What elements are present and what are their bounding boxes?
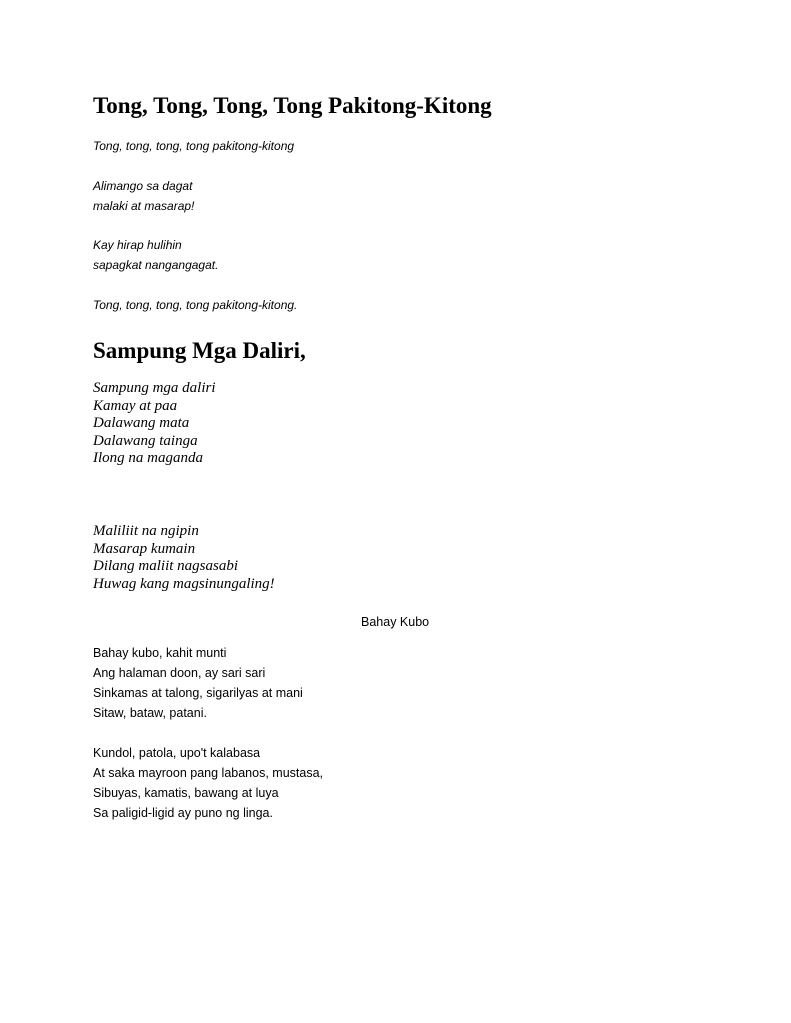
lyric-line: Ang halaman doon, ay sari sari [93, 666, 266, 680]
lyric-line: Sampung mga daliri [93, 380, 216, 396]
lyric-line: Ilong na maganda [93, 450, 203, 466]
stanza-tong-3 [93, 235, 218, 275]
lyric-line: Tong, tong, tong, tong pakitong-kitong [93, 139, 295, 153]
stanza-tong-4 [93, 295, 297, 315]
lyric-line: Masarap kumain [93, 540, 196, 557]
lyric-line: Alimango sa dagat [93, 179, 193, 193]
lyric-line: Kundol, patola, upo't kalabasa [93, 746, 261, 760]
lyric-line: Sinkamas at talong, sigarilyas at mani [93, 686, 303, 700]
lyric-line: Bahay kubo, kahit munti [93, 646, 227, 660]
stanza-tong-2 [93, 176, 194, 216]
song-title-tong-tong: Tong, Tong, Tong, Tong Pakitong-Kitong [93, 93, 492, 118]
lyric-line: Huwag kang magsinungaling! [93, 575, 275, 592]
lyric-line: Sibuyas, kamatis, bawang at luya [93, 786, 279, 800]
lyric-line: Kay hirap hulihin [93, 238, 182, 252]
lyric-line: Kamay at paa [93, 397, 178, 414]
song-title-bahay-kubo: Bahay Kubo [361, 615, 430, 629]
stanza-bahay-kubo-1 [93, 643, 303, 723]
lyric-line: Dilang maliit nagsasabi [93, 558, 239, 574]
lyric-line: At saka mayroon pang labanos, mustasa, [93, 766, 323, 780]
lyric-line: Sitaw, bataw, patani. [93, 706, 207, 720]
stanza-daliri-1 [93, 380, 216, 468]
stanza-bahay-kubo-2 [93, 743, 323, 823]
lyric-line: Dalawang tainga [93, 432, 198, 449]
stanza-tong-1 [93, 136, 294, 156]
lyric-line: Sa paligid-ligid ay puno ng linga. [93, 806, 273, 820]
lyric-line: Maliliit na ngipin [93, 523, 199, 539]
lyric-line: sapagkat nangangagat. [93, 258, 219, 272]
lyric-line: Dalawang mata [93, 415, 190, 431]
song-title-sampung-mga-daliri: Sampung Mga Daliri, [93, 338, 306, 363]
lyric-line: malaki at masarap! [93, 199, 195, 213]
stanza-daliri-2 [93, 523, 275, 593]
lyric-line: Tong, tong, tong, tong pakitong-kitong. [93, 298, 298, 312]
